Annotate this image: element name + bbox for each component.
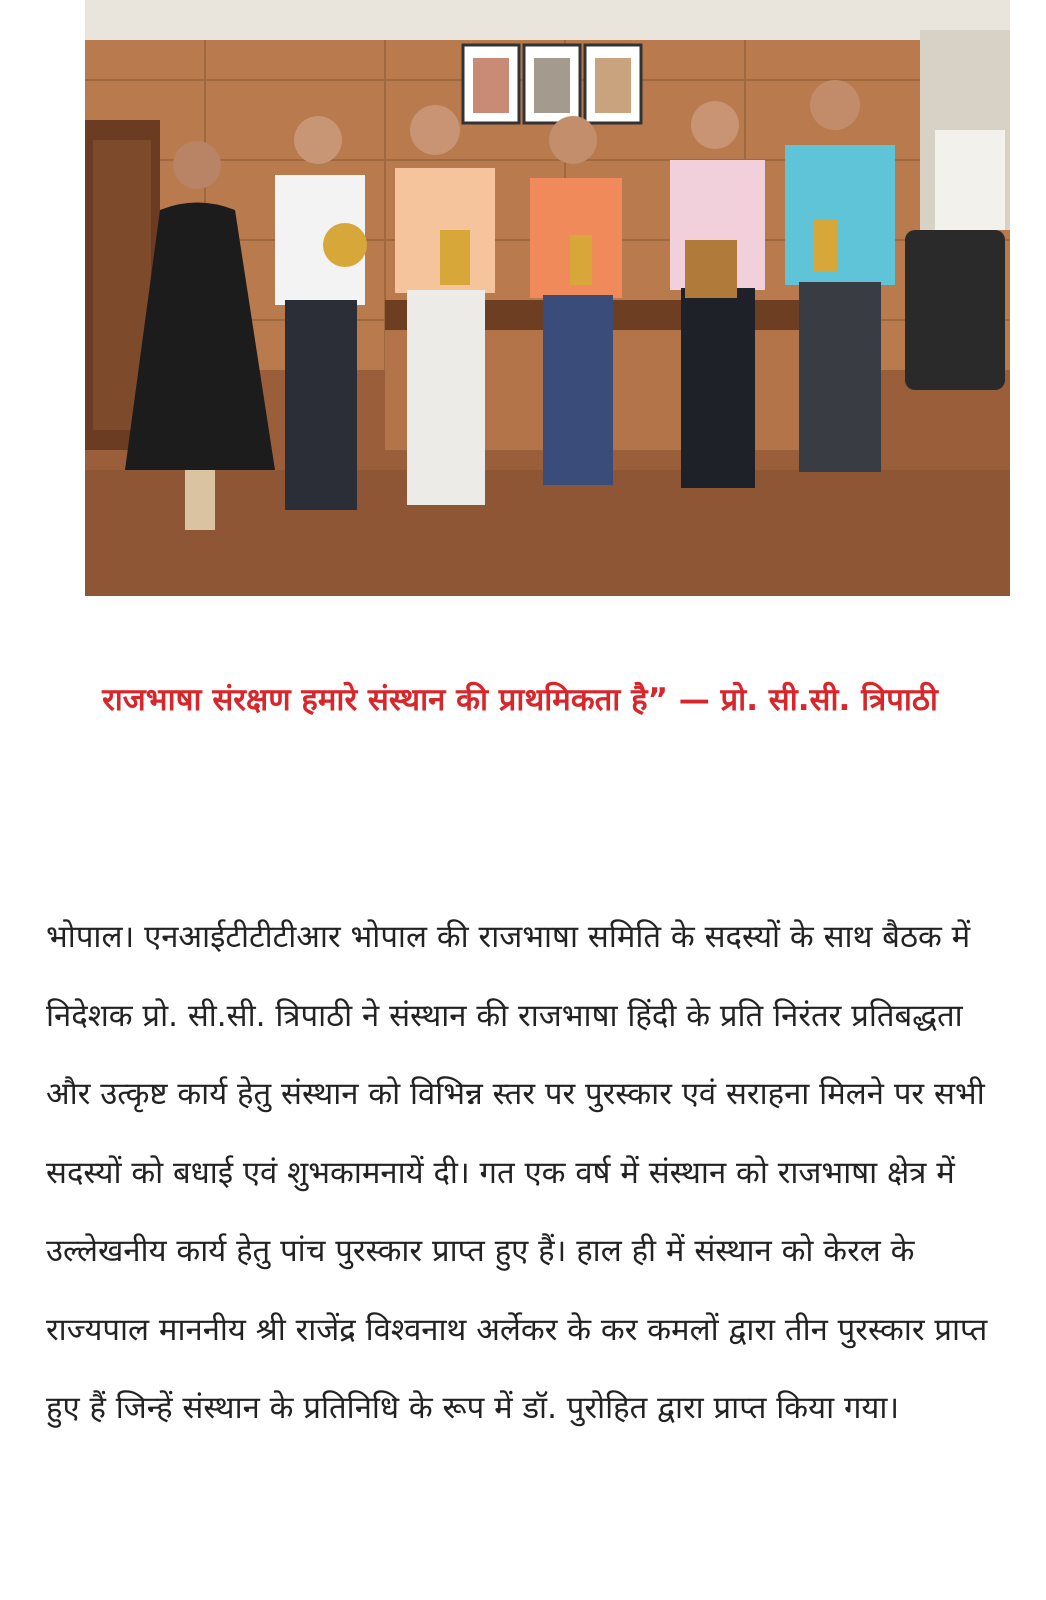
group-photo	[85, 0, 1010, 596]
group-award-photo-icon	[85, 0, 1010, 596]
article-body: भोपाल। एनआईटीटीटीआर भोपाल की राजभाषा समिति के सदस्यों के साथ बैठक में निदेशक प्रो. सी.सी. त्रिपाठी ने संस्थान की राजभाषा हिंदी के प्रति निरंतर प्रतिबद्धता और उत्कृष्ट कार्य हेतु संस्थान को विभिन्न स्तर पर पुरस्कार एवं सराहना मिलने पर सभी सदस्यों को बधाई एवं शुभकामनायें दी। गत एक वर्ष में संस्थान को राजभाषा क्षेत्र में उल्लेखनीय कार्य हेतु पांच पुरस्कार प्राप्त हुए हैं। हाल ही में संस्थान को केरल के राज्यपाल माननीय श्री राजेंद्र विश्वनाथ अर्लेकर के कर कमलों द्वारा तीन पुरस्कार प्राप्त हुए हैं जिन्हें संस्थान के प्रतिनिधि के रूप में डॉ. पुरोहित द्वारा प्राप्त किया गया।	[46, 919, 988, 1426]
headline: राजभाषा संरक्षण हमारे संस्थान की प्राथमिकता है” — प्रो. सी.सी. त्रिपाठी	[102, 682, 938, 718]
